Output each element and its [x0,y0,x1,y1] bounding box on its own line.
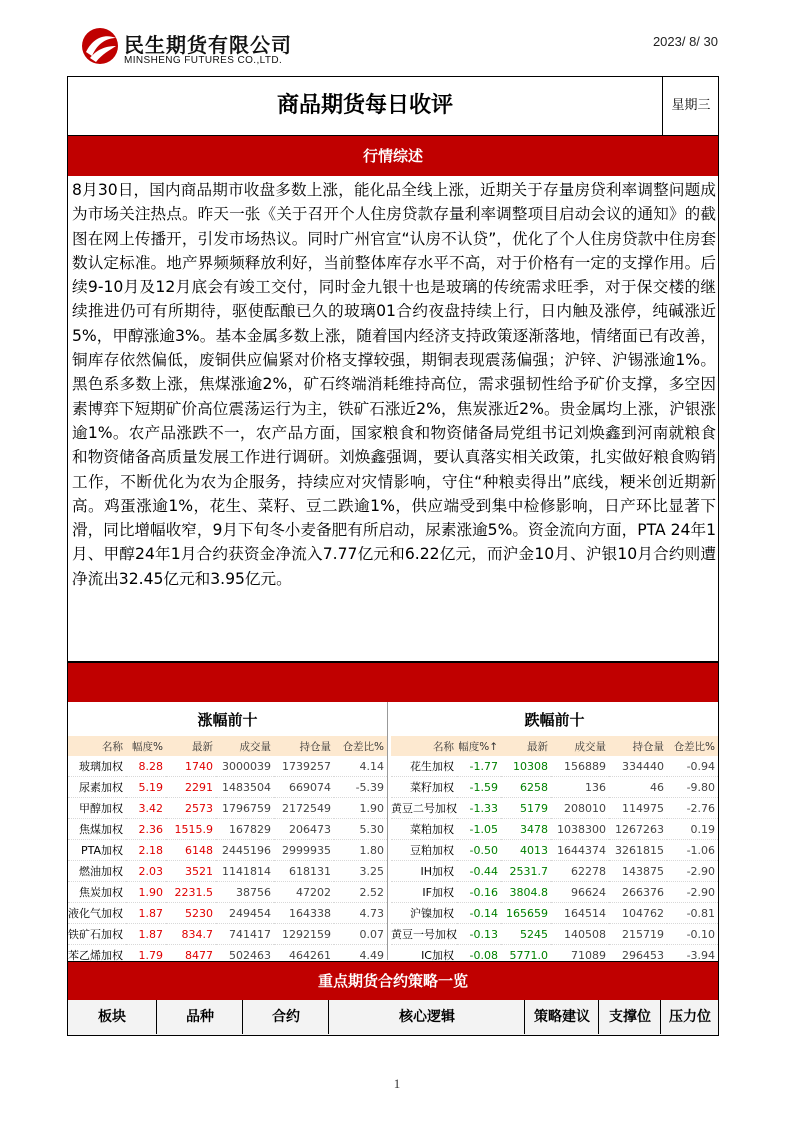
contract-name: 玻璃加权 [68,756,126,777]
oi-change-pct: -2.76 [667,798,718,819]
oi-change-pct: -1.06 [667,840,718,861]
change-pct: 8.28 [126,756,166,777]
open-interest: 104762 [609,903,667,924]
top-movers-tables [67,702,719,962]
strategy-col-header: 核心逻辑 [328,1000,525,1034]
report-date: 2023/ 8/ 30 [652,34,718,49]
volume: 167829 [216,819,274,840]
contract-name: 豆粕加权 [391,840,457,861]
oi-change-pct: -0.81 [667,903,718,924]
open-interest: 206473 [274,819,334,840]
open-interest: 114975 [609,798,667,819]
contract-name: 菜籽加权 [391,777,457,798]
volume: 38756 [216,882,274,903]
change-pct: -1.33 [457,798,501,819]
contract-name: 液化气加权 [68,903,126,924]
table-row [391,756,718,777]
last-price: 1740 [166,756,216,777]
change-pct: -1.59 [457,777,501,798]
last-price: 2573 [166,798,216,819]
gainers-col-header: 最新 [166,736,216,756]
last-price: 6148 [166,840,216,861]
volume: 2445196 [216,840,274,861]
open-interest: 46 [609,777,667,798]
contract-name: PTA加权 [68,840,126,861]
change-pct: -0.44 [457,861,501,882]
change-pct: -0.08 [457,945,501,966]
oi-change-pct: -2.90 [667,882,718,903]
volume: 71089 [551,945,609,966]
page-title: 商品期货每日收评 [276,93,453,118]
volume: 1141814 [216,861,274,882]
volume: 1483504 [216,777,274,798]
change-pct: -1.05 [457,819,501,840]
open-interest: 1292159 [274,924,334,945]
oi-change-pct: 2.52 [334,882,387,903]
table-row [68,924,387,945]
change-pct: 1.79 [126,945,166,966]
strategy-col-header: 支撑位 [598,1000,661,1034]
open-interest: 464261 [274,945,334,966]
volume: 1796759 [216,798,274,819]
losers-col-header: 最新 [501,736,551,756]
volume: 1644374 [551,840,609,861]
change-pct: -0.16 [457,882,501,903]
open-interest: 266376 [609,882,667,903]
volume: 249454 [216,903,274,924]
gainers-col-header: 持仓量 [274,736,334,756]
volume: 62278 [551,861,609,882]
company-name-cn: 民生期货有限公司 [124,33,292,57]
open-interest: 215719 [609,924,667,945]
volume: 502463 [216,945,274,966]
oi-change-pct: 3.25 [334,861,387,882]
contract-name: 尿素加权 [68,777,126,798]
gainers-col-header: 名称 [68,736,126,756]
contract-name: 铁矿石加权 [68,924,126,945]
last-price: 5771.0 [501,945,551,966]
open-interest: 3261815 [609,840,667,861]
contract-name: IH加权 [391,861,457,882]
table-row [68,777,387,798]
change-pct: 3.42 [126,798,166,819]
losers-col-header: 仓差比% [667,736,718,756]
weekday: 星期三 [662,77,719,135]
gainers-col-header: 成交量 [216,736,274,756]
oi-change-pct: 1.80 [334,840,387,861]
change-pct: 2.18 [126,840,166,861]
oi-change-pct: 4.14 [334,756,387,777]
strategy-header-row [67,1000,719,1036]
change-pct: -0.14 [457,903,501,924]
oi-change-pct: 4.73 [334,903,387,924]
volume: 741417 [216,924,274,945]
oi-change-pct: 0.07 [334,924,387,945]
losers-title: 跌幅前十 [391,702,718,736]
oi-change-pct: 0.19 [667,819,718,840]
last-price: 3521 [166,861,216,882]
contract-name: 焦煤加权 [68,819,126,840]
change-pct: 2.36 [126,819,166,840]
table-row [391,924,718,945]
last-price: 5245 [501,924,551,945]
losers-header-row [391,736,718,756]
last-price: 10308 [501,756,551,777]
strategy-col-header: 板块 [98,1009,126,1025]
table-row [68,903,387,924]
open-interest: 669074 [274,777,334,798]
oi-change-pct: -0.10 [667,924,718,945]
volume: 96624 [551,882,609,903]
losers-col-header: 成交量 [551,736,609,756]
open-interest: 143875 [609,861,667,882]
volume: 140508 [551,924,609,945]
change-pct: -0.13 [457,924,501,945]
oi-change-pct: -2.90 [667,861,718,882]
volume: 156889 [551,756,609,777]
contract-name: IC加权 [391,945,457,966]
last-price: 834.7 [166,924,216,945]
contract-name: 黄豆一号加权 [391,924,457,945]
open-interest: 618131 [274,861,334,882]
open-interest: 334440 [609,756,667,777]
market-summary-box [67,176,719,662]
strategy-col-header: 压力位 [660,1000,719,1034]
company-name-en: MINSHENG FUTURES CO.,LTD. [124,55,283,66]
table-row [68,798,387,819]
market-summary-text: 8月30日，国内商品期市收盘多数上涨，能化品全线上涨，近期关于存量房贷利率调整问题成为市场关注热点。昨天一张《关于召开个人住房贷款存量利率调整项目启动会议的通知》的截图在网上传播开，引发市场热议。同时广州官宣“认房不认贷”，优化了个人住房贷款中住房套数认定标准。地产界频频释放利好，当前整体库存水平不高，对于价格有一定的支撑作用。后续9-10月及12月底会有竣工交付，同时金九银十也是玻璃的传统需求旺季，对于保交楼的继续推进仍可有所期待，驱使酝酿已久的玻璃01合约夜盘持续上行，日内触及涨停，纯碱涨近5%，甲醇涨逾3%。基本金属多数上涨，随着国内经济支持政策逐渐落地，情绪面已有改善，铜库存依然偏低，废铜供应偏紧对价格支撑较强，期铜表现震荡偏强；沪锌、沪锡涨逾1%。黑色系多数上涨，焦煤涨逾2%，矿石终端消耗维持高位，需求强韧性给予矿价支撑，多空因素博弈下短期矿价高位震荡运行为主，铁矿石涨近2%，焦炭涨近2%。贵金属均上涨，沪银涨逾1%。农产品涨跌不一，农产品方面，国家粮食和物资储备局党组书记刘焕鑫到河南就粮食和物资储备高质量发展工作进行调研。刘焕鑫强调，要认真落实相关政策，扎实做好粮食购销工作，不断优化为农为企服务，持续应对灾情影响，守住“种粮卖得出”底线，粳米创近期新高。鸡蛋涨逾1%，花生、菜籽、豆二跌逾1%，供应端受到集中检修影响，日产环比显著下滑，同比增幅收窄，9月下旬冬小麦备肥有所启动，尿素涨逾5%。资金流向方面，PTA 24年1月、甲醇24年1月合约获资金净流入7.77亿元和6.22亿元，而沪金10月、沪银10月合约则遭净流出32.45亿元和3.95亿元。 [72,181,716,588]
losers-col-header: 幅度%↑ [457,736,501,756]
table-row [68,840,387,861]
gainers-table [68,702,387,966]
table-row [391,861,718,882]
contract-name: 焦炭加权 [68,882,126,903]
contract-name: 燃油加权 [68,861,126,882]
open-interest: 2172549 [274,798,334,819]
gainers-header-row [68,736,387,756]
change-pct: 5.19 [126,777,166,798]
last-price: 3478 [501,819,551,840]
table-row [68,756,387,777]
gainers-col-header: 仓差比% [334,736,387,756]
last-price: 1515.9 [166,819,216,840]
contract-name: 黄豆二号加权 [391,798,457,819]
last-price: 4013 [501,840,551,861]
last-price: 3804.8 [501,882,551,903]
table-row [68,861,387,882]
losers-col-header: 持仓量 [609,736,667,756]
oi-change-pct: -3.94 [667,945,718,966]
change-pct: 1.87 [126,924,166,945]
minsheng-logo-icon [80,26,120,66]
last-price: 6258 [501,777,551,798]
oi-change-pct: 5.30 [334,819,387,840]
table-row [391,798,718,819]
open-interest: 1267263 [609,819,667,840]
last-price: 5179 [501,798,551,819]
strategy-col-header: 品种 [156,1000,243,1034]
open-interest: 2999935 [274,840,334,861]
volume: 136 [551,777,609,798]
strategy-heading: 重点期货合约策略一览 [67,962,719,1000]
oi-change-pct: -5.39 [334,777,387,798]
volume: 164514 [551,903,609,924]
losers-table [391,702,718,966]
oi-change-pct: -0.94 [667,756,718,777]
table-row [391,840,718,861]
change-pct: -1.77 [457,756,501,777]
contract-name: 苯乙烯加权 [68,945,126,966]
page-number: 1 [393,1076,401,1091]
title-box [67,76,719,136]
table-row [68,819,387,840]
change-pct: 1.87 [126,903,166,924]
oi-change-pct: 1.90 [334,798,387,819]
oi-change-pct: 4.49 [334,945,387,966]
volume: 208010 [551,798,609,819]
last-price: 5230 [166,903,216,924]
contract-name: 甲醇加权 [68,798,126,819]
table-row [391,819,718,840]
last-price: 2531.7 [501,861,551,882]
market-summary-heading: 行情综述 [67,136,719,176]
open-interest: 1739257 [274,756,334,777]
strategy-col-header: 策略建议 [524,1000,599,1034]
table-row [391,882,718,903]
strategy-col-header: 合约 [242,1000,329,1034]
table-row [68,882,387,903]
change-pct: 2.03 [126,861,166,882]
open-interest: 164338 [274,903,334,924]
last-price: 2291 [166,777,216,798]
gainers-title: 涨幅前十 [68,702,387,736]
table-row [391,777,718,798]
volume: 3000039 [216,756,274,777]
last-price: 165659 [501,903,551,924]
contract-name: 花生加权 [391,756,457,777]
gainers-col-header: 幅度% [126,736,166,756]
last-price: 2231.5 [166,882,216,903]
section-divider-bar [67,662,719,702]
last-price: 8477 [166,945,216,966]
table-row [391,903,718,924]
losers-col-header: 名称 [391,736,457,756]
change-pct: -0.50 [457,840,501,861]
open-interest: 47202 [274,882,334,903]
contract-name: 菜粕加权 [391,819,457,840]
contract-name: 沪镍加权 [391,903,457,924]
volume: 1038300 [551,819,609,840]
company-logo [80,26,320,74]
contract-name: IF加权 [391,882,457,903]
oi-change-pct: -9.80 [667,777,718,798]
change-pct: 1.90 [126,882,166,903]
open-interest: 296453 [609,945,667,966]
